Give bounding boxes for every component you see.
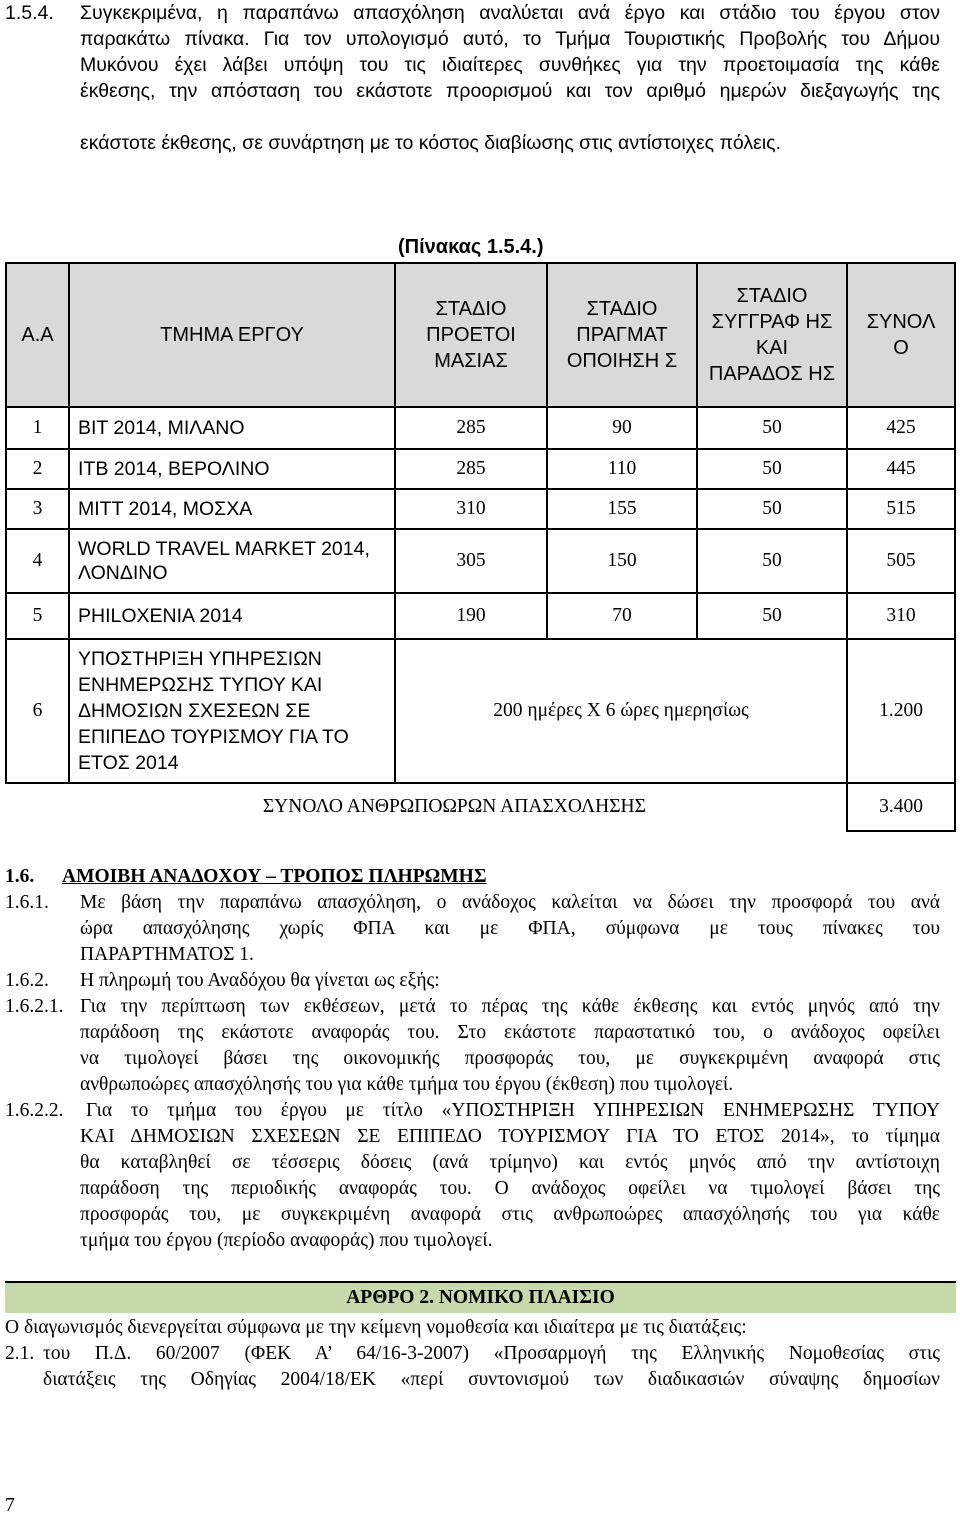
- row-impl-hours: 110: [546, 448, 698, 490]
- intro-line: παρακάτω πίνακα. Για τον υπολογισμό αυτό, το Τμήμα Τουριστικής Προβολής του Δήμου: [80, 28, 940, 50]
- row-impl-hours: 70: [546, 592, 698, 640]
- para-line: προσφοράς του, με συγκεκριμένη αναφορά στις ανθρωποώρες απασχόλησής του για κάθε: [80, 1204, 940, 1225]
- para-line: ανθρωποώρες απασχόλησής του για κάθε τμήμα του έργου (έκθεση) που τιμολογεί.: [80, 1074, 734, 1095]
- intro-line: έκθεσης, την απόσταση του εκάστοτε προορισμού και τον αριθμό ημερών διεξαγωγής της: [80, 80, 940, 102]
- row-aa: 5: [5, 592, 70, 640]
- header-impl-stage: ΣΤΑΔΙΟ ΠΡΑΓΜΑΤ ΟΠΟΙΗΣΗ Σ: [546, 262, 698, 408]
- header-prep-stage: ΣΤΑΔΙΟ ΠΡΟΕΤΟΙ ΜΑΣΙΑΣ: [394, 262, 548, 408]
- grand-total-value: 3.400: [846, 782, 956, 832]
- header-total: ΣΥΝΟΛ Ο: [846, 262, 956, 408]
- row-aa: 2: [5, 448, 70, 490]
- row-impl-hours: 90: [546, 406, 698, 450]
- row-aa: 4: [5, 528, 70, 594]
- grand-total-label: ΣΥΝΟΛΟ ΑΝΘΡΩΠΟΩΡΩΝ ΑΠΑΣΧΟΛΗΣΗΣ: [68, 782, 848, 832]
- header-aa: Α.Α: [5, 262, 70, 408]
- row-report-hours: 50: [696, 528, 848, 594]
- para-line: Με βάση την παραπάνω απασχόληση, ο ανάδοχος καλείται να δώσει την προσφορά του ανά: [80, 892, 940, 913]
- para-line: τμήμα του έργου (περίοδο αναφοράς) που τιμολογεί.: [80, 1230, 493, 1251]
- row-project: WORLD TRAVEL MARKET 2014, ΛΟΝΔΙΝΟ: [68, 528, 396, 594]
- para-line: ΠΑΡΑΡΤΗΜΑΤΟΣ 1.: [80, 944, 254, 965]
- intro-number: 1.5.4.: [5, 2, 54, 24]
- row-total-hours: 310: [846, 592, 956, 640]
- para-line: Για το τμήμα του έργου με τίτλο «ΥΠΟΣΤΗΡΙΞΗ ΥΠΗΡΕΣΙΩΝ ΕΝΗΜΕΡΩΣΗΣ ΤΥΠΟΥ: [86, 1100, 940, 1121]
- row-prep-hours: 310: [394, 488, 548, 530]
- article-2-item-number: 2.1.: [5, 1343, 35, 1364]
- row-impl-hours: 150: [546, 528, 698, 594]
- para-line: παράδοση της εκάστοτε αναφοράς του. Στο εκάστοτε παραστατικό του, ο ανάδοχος οφείλει: [80, 1022, 940, 1043]
- para-line: να τιμολογεί βάσει της οικονομικής προσφοράς του, με συγκεκριμένη αναφορά στις: [80, 1048, 940, 1069]
- para-1-6-2-1-number: 1.6.2.1.: [5, 996, 64, 1017]
- article-2-heading: [5, 1281, 956, 1313]
- table-caption: (Πίνακας 1.5.4.): [398, 236, 544, 258]
- row-project: PHILOXENIA 2014: [68, 592, 396, 640]
- intro-line: εκάστοτε έκθεσης, σε συνάρτηση με το κόστος διαβίωσης στις αντίστοιχες πόλεις.: [80, 132, 782, 154]
- article-2-item-line: του Π.Δ. 60/2007 (ΦΕΚ Α’ 64/16-3-2007) «Προσαρμογή της Ελληνικής Νομοθεσίας στις: [43, 1343, 940, 1364]
- para-1-6-1-number: 1.6.1.: [5, 892, 49, 913]
- page-number: 7: [5, 1495, 15, 1516]
- article-2-intro: Ο διαγωνισμός διενεργείται σύμφωνα με την κείμενη νομοθεσία και ιδιαίτερα με τις διατάξεις:: [5, 1317, 747, 1338]
- row-total-hours: 425: [846, 406, 956, 450]
- para-line: ΚΑΙ ΔΗΜΟΣΙΩΝ ΣΧΕΣΕΩΝ ΣΕ ΕΠΙΠΕΔΟ ΤΟΥΡΙΣΜΟΥ ΓΙΑ ΤΟ ΕΤΟΣ 2014», το τίμημα: [80, 1126, 940, 1147]
- row-prep-hours: 190: [394, 592, 548, 640]
- header-section: ΤΜΗΜΑ ΕΡΓΟΥ: [68, 262, 396, 408]
- article-2-item-line: διατάξεις της Οδηγίας 2004/18/ΕΚ «περί συντονισμού των διαδικασιών σύναψης δημοσίων: [43, 1369, 940, 1390]
- intro-line: Μυκόνου έχει λάβει υπόψη του τις ιδιαίτερες συνθήκες για την προετοιμασία της κάθε: [80, 54, 940, 76]
- para-line: ώρα απασχόλησης χωρίς ΦΠΑ και με ΦΠΑ, σύμφωνα με τους πίνακες του: [80, 918, 940, 939]
- row6-aa: 6: [5, 638, 70, 784]
- row-prep-hours: 285: [394, 406, 548, 450]
- section-1-6-number: 1.6.: [5, 866, 35, 887]
- row-total-hours: 505: [846, 528, 956, 594]
- row-prep-hours: 285: [394, 448, 548, 490]
- header-report-stage: ΣΤΑΔΙΟ ΣΥΓΓΡΑΦ ΗΣ ΚΑΙ ΠΑΡΑΔΟΣ ΗΣ: [696, 262, 848, 408]
- row-aa: 1: [5, 406, 70, 450]
- row-prep-hours: 305: [394, 528, 548, 594]
- row-aa: 3: [5, 488, 70, 530]
- row-project: MITT 2014, ΜΟΣΧΑ: [68, 488, 396, 530]
- section-1-6-title: ΑΜΟΙΒΗ ΑΝΑΔΟΧΟΥ – ΤΡΟΠΟΣ ΠΛΗΡΩΜΗΣ: [62, 866, 487, 887]
- row6-total: 1.200: [846, 638, 956, 784]
- para-1-6-2-number: 1.6.2.: [5, 970, 49, 991]
- row-total-hours: 445: [846, 448, 956, 490]
- row-project: BIT 2014, ΜΙΛΑΝΟ: [68, 406, 396, 450]
- row-report-hours: 50: [696, 406, 848, 450]
- para-line: Η πληρωμή του Αναδόχου θα γίνεται ως εξής:: [80, 970, 440, 991]
- row-project: ITB 2014, ΒΕΡΟΛΙΝΟ: [68, 448, 396, 490]
- row6-detail: 200 ημέρες Χ 6 ώρες ημερησίως: [394, 638, 848, 784]
- row-report-hours: 50: [696, 488, 848, 530]
- row-impl-hours: 155: [546, 488, 698, 530]
- intro-line: Συγκεκριμένα, η παραπάνω απασχόληση αναλύεται ανά έργο και στάδιο του έργου στον: [80, 2, 940, 24]
- row-total-hours: 515: [846, 488, 956, 530]
- article-2-heading-text: ΑΡΘΡΟ 2. ΝΟΜΙΚΟ ΠΛΑΙΣΙΟ: [346, 1287, 615, 1308]
- para-1-6-2-2-number: 1.6.2.2.: [5, 1100, 64, 1121]
- para-line: παράδοση της περιοδικής αναφοράς του. Ο ανάδοχος οφείλει να τιμολογεί βάσει της: [80, 1178, 940, 1199]
- para-line: Για την περίπτωση των εκθέσεων, μετά το πέρας της κάθε έκθεσης και εντός μηνός από την: [80, 996, 940, 1017]
- para-line: θα καταβληθεί σε τέσσερις δόσεις (ανά τρίμηνο) και εντός μηνός από την αντίστοιχη: [80, 1152, 940, 1173]
- row-report-hours: 50: [696, 448, 848, 490]
- row6-name: ΥΠΟΣΤΗΡΙΞΗ ΥΠΗΡΕΣΙΩΝ ΕΝΗΜΕΡΩΣΗΣ ΤΥΠΟΥ ΚΑΙ ΔΗΜΟΣΙΩΝ ΣΧΕΣΕΩΝ ΣΕ ΕΠΙΠΕΔΟ ΤΟΥΡΙΣΜΟΥ ΓΙΑ ΤΟ ΕΤΟΣ 2014: [68, 638, 396, 784]
- row-report-hours: 50: [696, 592, 848, 640]
